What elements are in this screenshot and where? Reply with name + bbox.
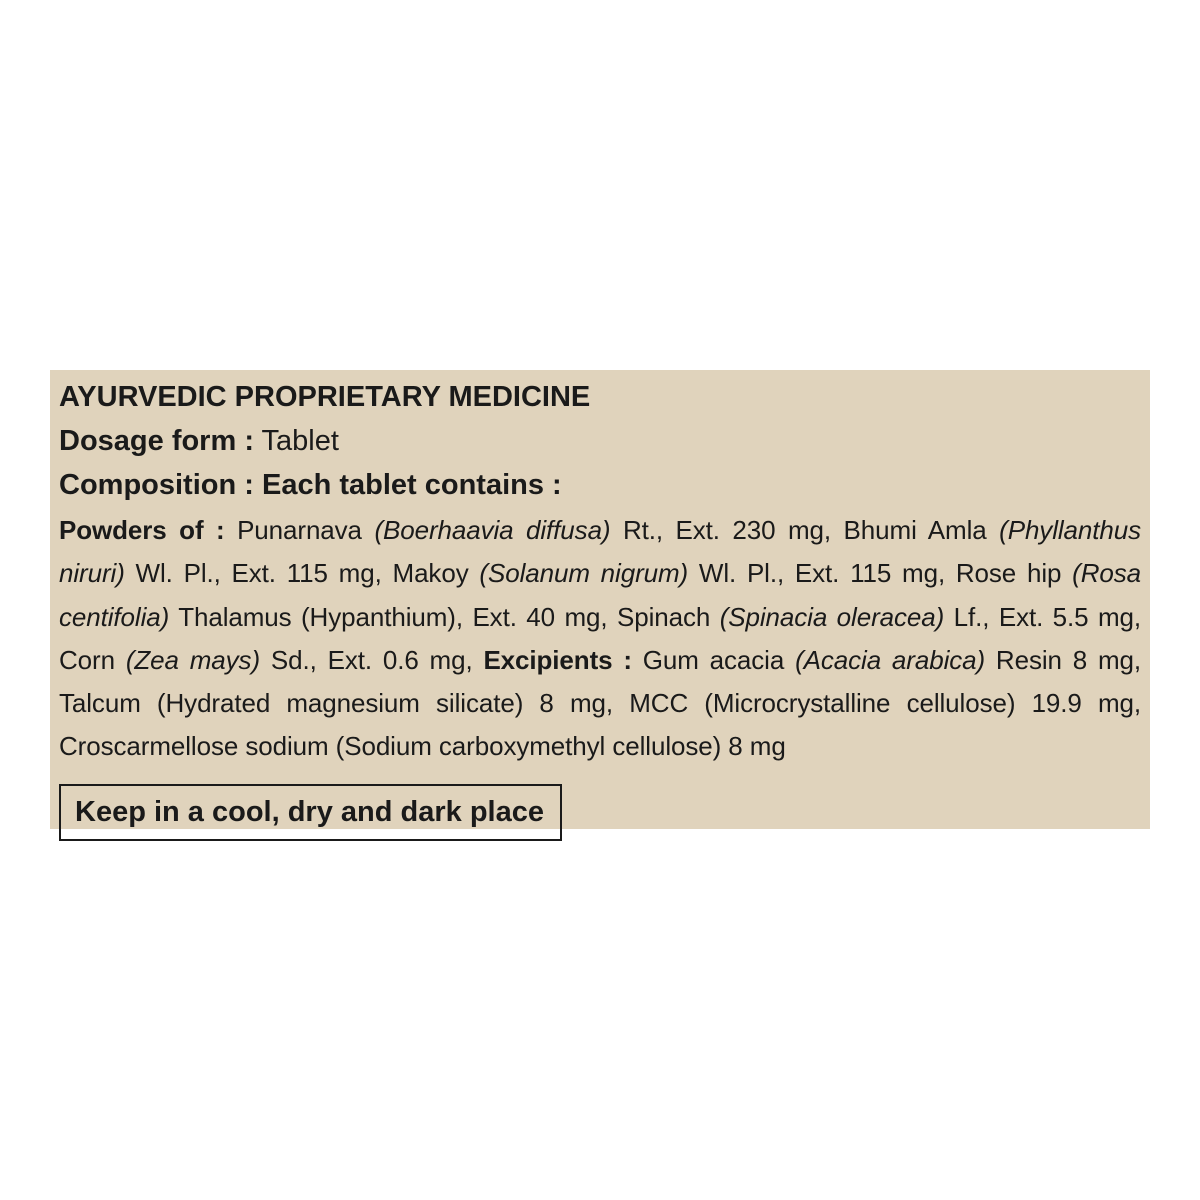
ingredient-name: Spinach — [616, 601, 711, 632]
medicine-label-panel — [50, 370, 1150, 829]
dosage-form-line — [59, 419, 1141, 463]
dosage-form-label: Dosage form : — [59, 425, 254, 457]
ingredient-name: Makoy — [392, 558, 469, 589]
excipient-text: Talcum (Hydrated magnesium silicate) 8 mg, — [59, 688, 614, 719]
ingredient-botanical: (Rosa centifolia) — [59, 558, 1142, 632]
excipient-text: MCC (Microcrystalline cellulose) 19.9 mg, — [629, 688, 1141, 719]
label-heading: AYURVEDIC PROPRIETARY MEDICINE — [59, 381, 591, 413]
ingredient-detail: Thalamus (Hypanthium), Ext. 40 mg, — [178, 601, 608, 632]
powders-label: Powders of : — [59, 515, 225, 545]
ingredient-botanical: (Spinacia oleracea) — [719, 601, 945, 632]
ingredient-botanical: (Phyllanthus niruri) — [59, 515, 1142, 589]
ingredient-name: Punarnava — [237, 515, 362, 545]
ingredient-name: Corn — [59, 644, 115, 675]
ingredient-botanical: (Boerhaavia diffusa) — [374, 515, 611, 545]
excipients-label: Excipients : — [483, 644, 632, 675]
ingredient-botanical: (Solanum nigrum) — [479, 558, 689, 589]
composition-heading: Composition : Each tablet contains : — [59, 469, 562, 501]
excipient-name: Gum acacia — [642, 644, 785, 675]
ingredient-name: Bhumi Amla — [843, 515, 987, 545]
ingredient-botanical: (Zea mays) — [125, 644, 261, 675]
composition-text — [59, 509, 1141, 769]
ingredient-detail: Lf., Ext. 5.5 mg, — [953, 601, 1142, 632]
ingredient-detail: Sd., Ext. 0.6 mg, — [270, 644, 473, 675]
ingredient-detail: Rt., Ext. 230 mg, — [623, 515, 832, 545]
dosage-form-value: Tablet — [261, 425, 339, 457]
ingredient-detail: Wl. Pl., Ext. 115 mg, — [135, 558, 382, 589]
ingredient-name: Rose hip — [955, 558, 1062, 589]
ingredient-detail: Wl. Pl., Ext. 115 mg, — [698, 558, 946, 589]
storage-instruction-box — [59, 784, 562, 841]
excipient-botanical: (Acacia arabica) — [795, 644, 986, 675]
storage-instruction: Keep in a cool, dry and dark place — [75, 795, 544, 828]
excipient-detail: Resin 8 mg, — [995, 644, 1142, 675]
excipient-text: Croscarmellose sodium (Sodium carboxymethyl cellulose) 8 mg — [59, 731, 786, 762]
